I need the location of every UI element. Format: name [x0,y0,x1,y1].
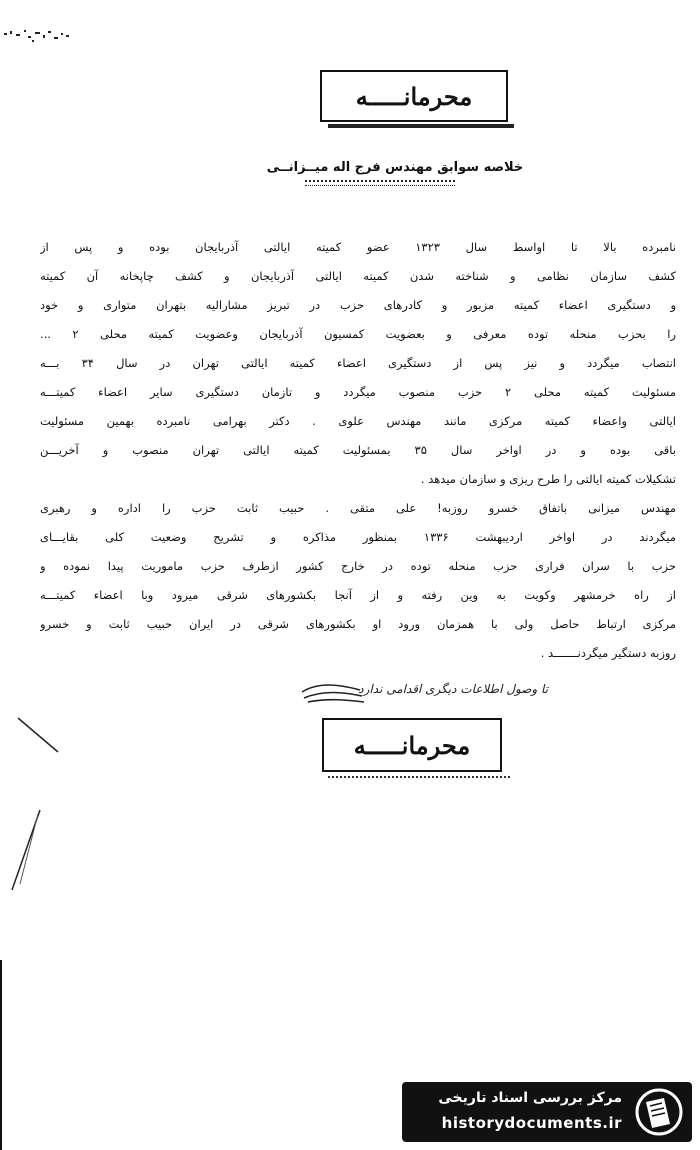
text-line: کشف سازمان نظامی و شناخته شدن کمیته ایالتی آذربایجان و کشف چاپخانه آن کمیته [40,269,676,283]
text-line: حزب با سران فراری حزب منحله توده در خارج کشور ازطرف حزب ماموریت پیدا نموده و [40,559,676,573]
confidential-stamp-top [320,70,508,122]
scan-edge-line [0,960,2,1150]
margin-scratch-marks [0,700,70,900]
text-line: مرکزی ارتباط حاصل ولی با همزمان ورود او بکشورهای شرقی در ایران حبیب ثابت و خسرو [40,617,676,631]
paragraph-1 [40,233,676,494]
archive-watermark [402,1082,692,1142]
text-line: ایالتی واعضاء کمیته مرکزی مانند مهندس علوی . دکتر بهرامی نامبرده بهمین مسئولیت [40,414,676,428]
text-line: از راه خرمشهر وکویت به وین رفته و از آنجا بکشورهای شرقی میرود وبا اعضاء کمیتـــه [40,588,676,602]
document-archive-logo-icon [634,1088,684,1136]
text-line: مسئولیت کمیته محلی ۲ حزب منصوب میگردد و تازمان دستگیری سایر اعضاء کمیتـــه [40,385,676,399]
confidential-stamp-top-text: محرمانـــــه [355,81,473,111]
text-line: را بحزب منحله توده معرفی و بعضویت کمسیون آذربایجان وعضویت کمیته محلی ۲ ... [40,327,676,341]
confidential-stamp-bottom [322,718,502,772]
document-title: خلاصه سوابق مهندس فرج اله میــزانــی [266,160,524,175]
document-body [40,233,676,668]
text-line: نامبرده بالا تا اواسط سال ۱۳۲۳ عضو کمیته ایالتی آذربایجان بوده و پس از [40,240,676,254]
text-line: مهندس میزانی باتفاق خسرو روزبه! علی متقی . حبیب ثابت حزب را اداره و رهبری [40,501,676,515]
watermark-name: مرکز بررسی اسناد تاریخی [438,1090,622,1106]
paragraph-2 [40,494,676,668]
watermark-site: historydocuments.ir [441,1114,622,1132]
title-underline [305,180,455,186]
handwritten-note: تا وصول اطلاعات دیگری اقدامی ندارد [358,682,548,696]
confidential-stamp-bottom-text: محرمانـــــه [353,730,471,760]
text-line: تشکیلات کمیته ایالتی را طرح ریزی و سازمان میدهد . [420,472,676,486]
text-line: انتصاب میگردد و نیز پس از دستگیری اعضاء کمیته ایالتی تهران در سال ۳۴ بـــه [40,356,676,370]
scan-noise-mark [2,25,72,49]
text-line: روزبه دستگیر میگردنـــــــد . [540,646,676,660]
text-line: باقی بوده و در اواخر سال ۳۵ بمسئولیت کمیته ایالتی تهران منصوب و آخریـــن [40,443,676,457]
text-line: و دستگیری اعضاء کمیته مزبور و کادرهای حزب در تبریز مشارالیه بتهران متواری و خود [40,298,676,312]
text-line: میگردند در اواخر اردیبهشت ۱۳۳۶ بمنظور مذاکره و تشریح وضعیت کلی بقایـــای [40,530,676,544]
